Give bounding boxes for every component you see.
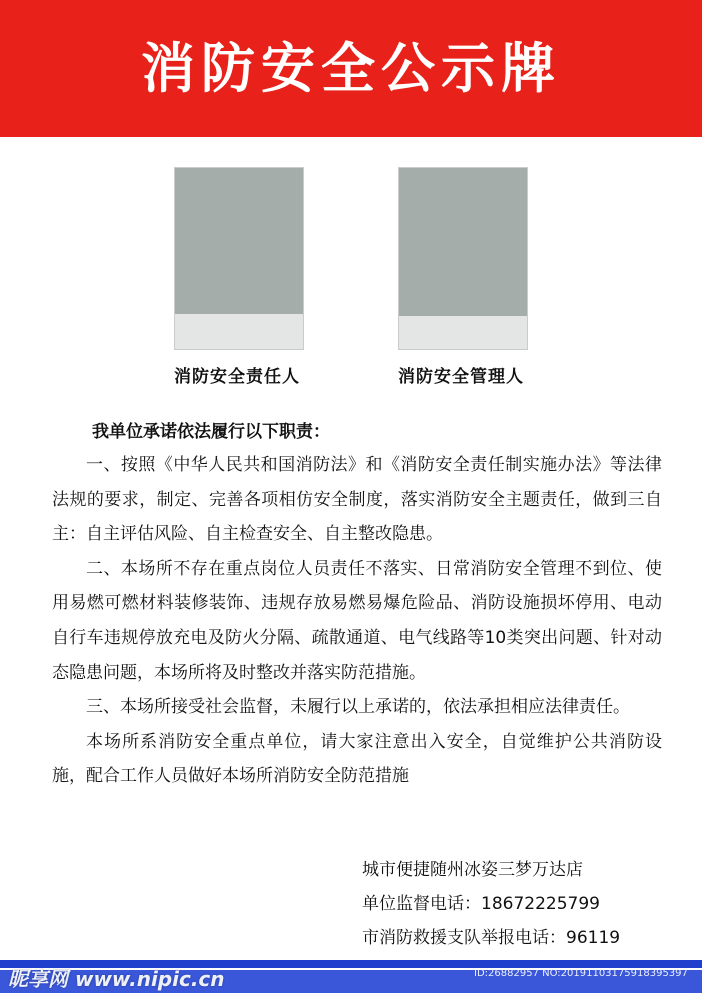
- caption-manager: 消防安全管理人: [398, 367, 524, 387]
- report-phone: 市消防救援支队举报电话：96119: [362, 928, 621, 948]
- paragraph-4: 本场所系消防安全重点单位，请大家注意出入安全，自觉维护公共消防设施，配合工作人员做好本场所消防安全防范措施: [52, 731, 662, 787]
- supervision-phone: 单位监督电话：18672225799: [362, 894, 600, 914]
- watermark-id: ID:26882957 NO:20191103175918395397: [474, 968, 688, 979]
- photo-fill: [175, 168, 303, 314]
- paragraph-1: 一、按照《中华人民共和国消防法》和《消防安全责任制实施办法》等法律法规的要求，制定、完善各项相仿安全制度，落实消防安全主题责任，做到三自主：自主评估风险、自主检查安全、自主整改隐患。: [52, 455, 662, 545]
- header-banner: [0, 0, 702, 137]
- footer-info: [362, 853, 620, 955]
- commitment-intro: 我单位承诺依法履行以下职责：: [92, 422, 330, 442]
- page-title: 消防安全公示牌: [141, 36, 561, 100]
- photo-fill: [399, 168, 527, 316]
- paragraph-2: 二、本场所不存在重点岗位人员责任不落实、日常消防安全管理不到位、使用易燃可燃材料装修装饰、违规存放易燃易爆危险品、消防设施损坏停用、电动自行车违规停放充电及防火分隔、疏散通道、电气线路等10类突出问题、针对动态隐患问题，本场所将及时整改并落实防范措施。: [52, 558, 662, 683]
- paragraph-3: 三、本场所接受社会监督，未履行以上承诺的，依法承担相应法律责任。: [86, 697, 630, 718]
- company-name: 城市便捷随州冰姿三梦万达店: [362, 860, 583, 880]
- caption-responsible-person: 消防安全责任人: [174, 367, 300, 387]
- photo-placeholder-responsible-person: [174, 167, 304, 350]
- photo-placeholder-manager: [398, 167, 528, 350]
- commitment-body: [52, 448, 662, 794]
- watermark-logo: 昵享网 www.nipic.cn: [8, 967, 225, 991]
